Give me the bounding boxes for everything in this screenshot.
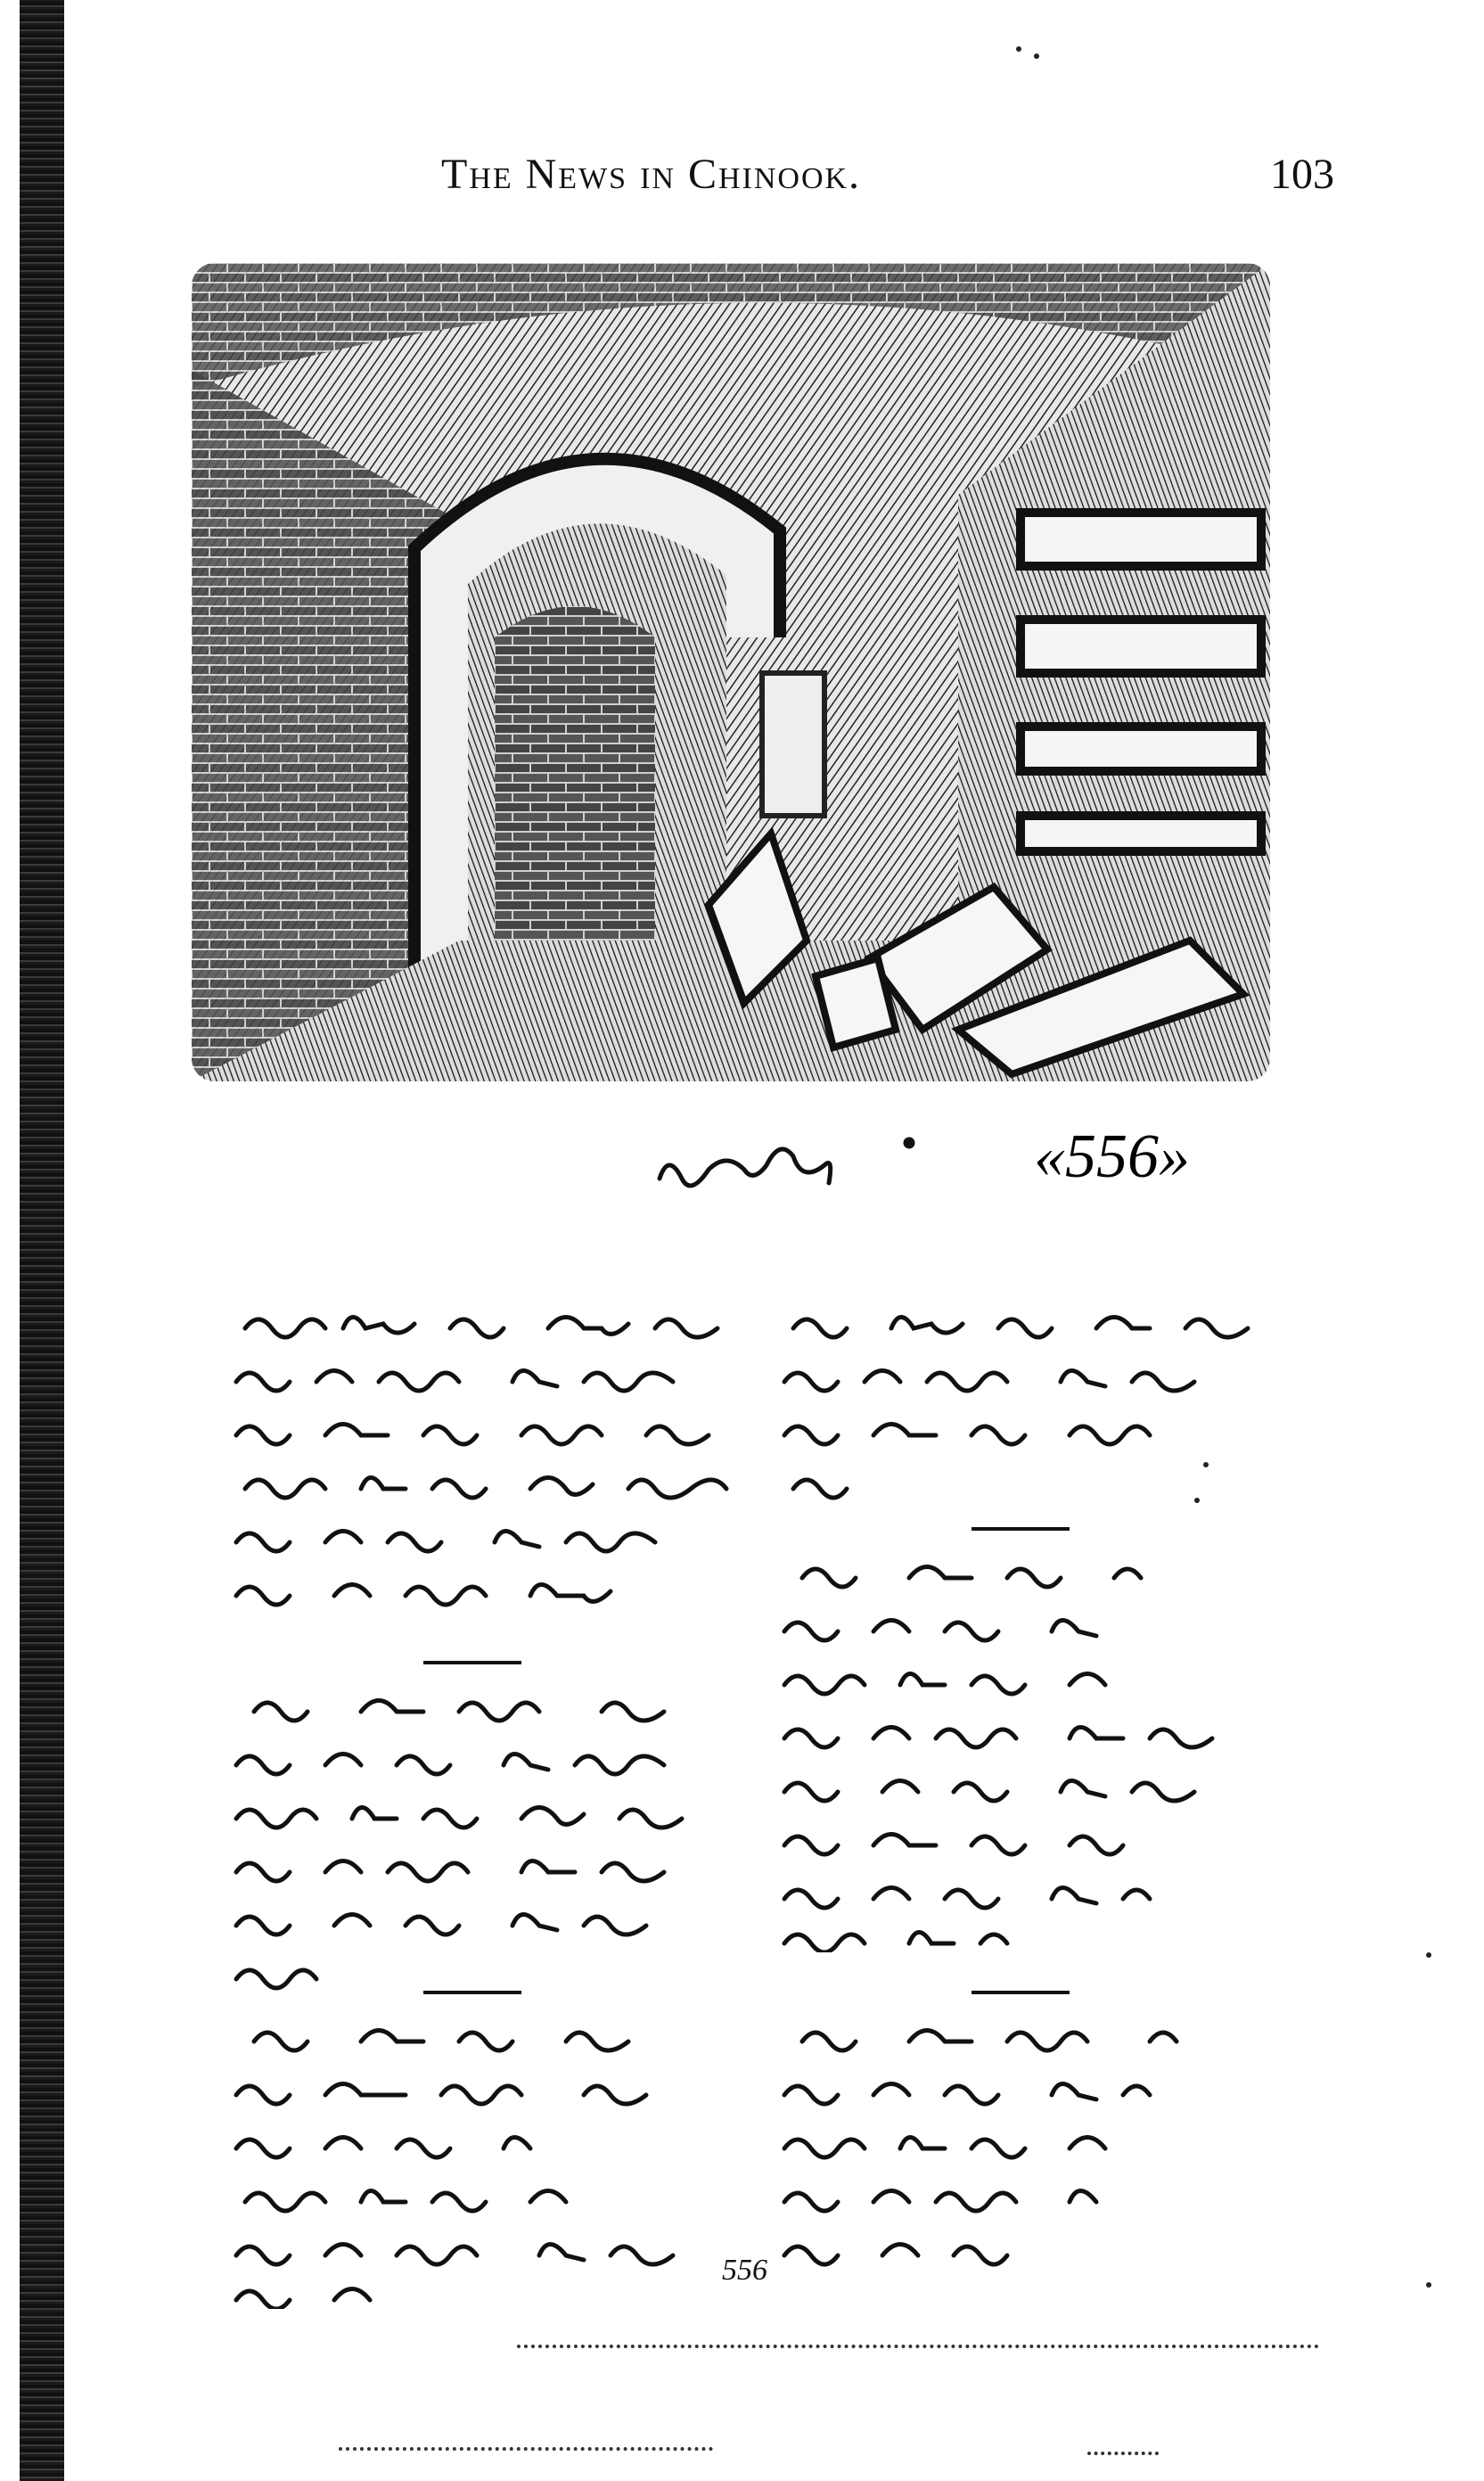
- scan-speck: [1426, 2282, 1431, 2288]
- running-head: The News in Chinook.: [441, 151, 862, 198]
- shorthand-column-right-block-1: [775, 1302, 1319, 1516]
- caption-number: «556»: [1034, 1122, 1190, 1191]
- scan-speck: [1194, 1498, 1200, 1503]
- scan-speck: [1034, 53, 1039, 59]
- engraving-illustration: [192, 263, 1270, 1081]
- shorthand-column-right-block-3: [775, 1988, 1319, 2282]
- shorthand-column-left-block-2: [227, 1658, 771, 1997]
- shorthand-column-right-block-2: [775, 1524, 1319, 1952]
- folio-mark: 556: [722, 2254, 767, 2287]
- scan-speck: [1016, 46, 1021, 52]
- scan-dotted-rule: [339, 2447, 713, 2451]
- shorthand-column-left-block-3: [227, 1988, 771, 2309]
- scan-dotted-rule: [1087, 2452, 1159, 2455]
- scan-dotted-rule: [517, 2345, 1319, 2348]
- shorthand-column-left-block-1: [227, 1302, 771, 1640]
- page-number: 103: [1270, 151, 1334, 198]
- scan-speck: [1426, 1952, 1431, 1958]
- scan-speck: [1203, 1462, 1209, 1467]
- book-binding-edge: [20, 0, 64, 2481]
- illustration-caption: [651, 1107, 1328, 1205]
